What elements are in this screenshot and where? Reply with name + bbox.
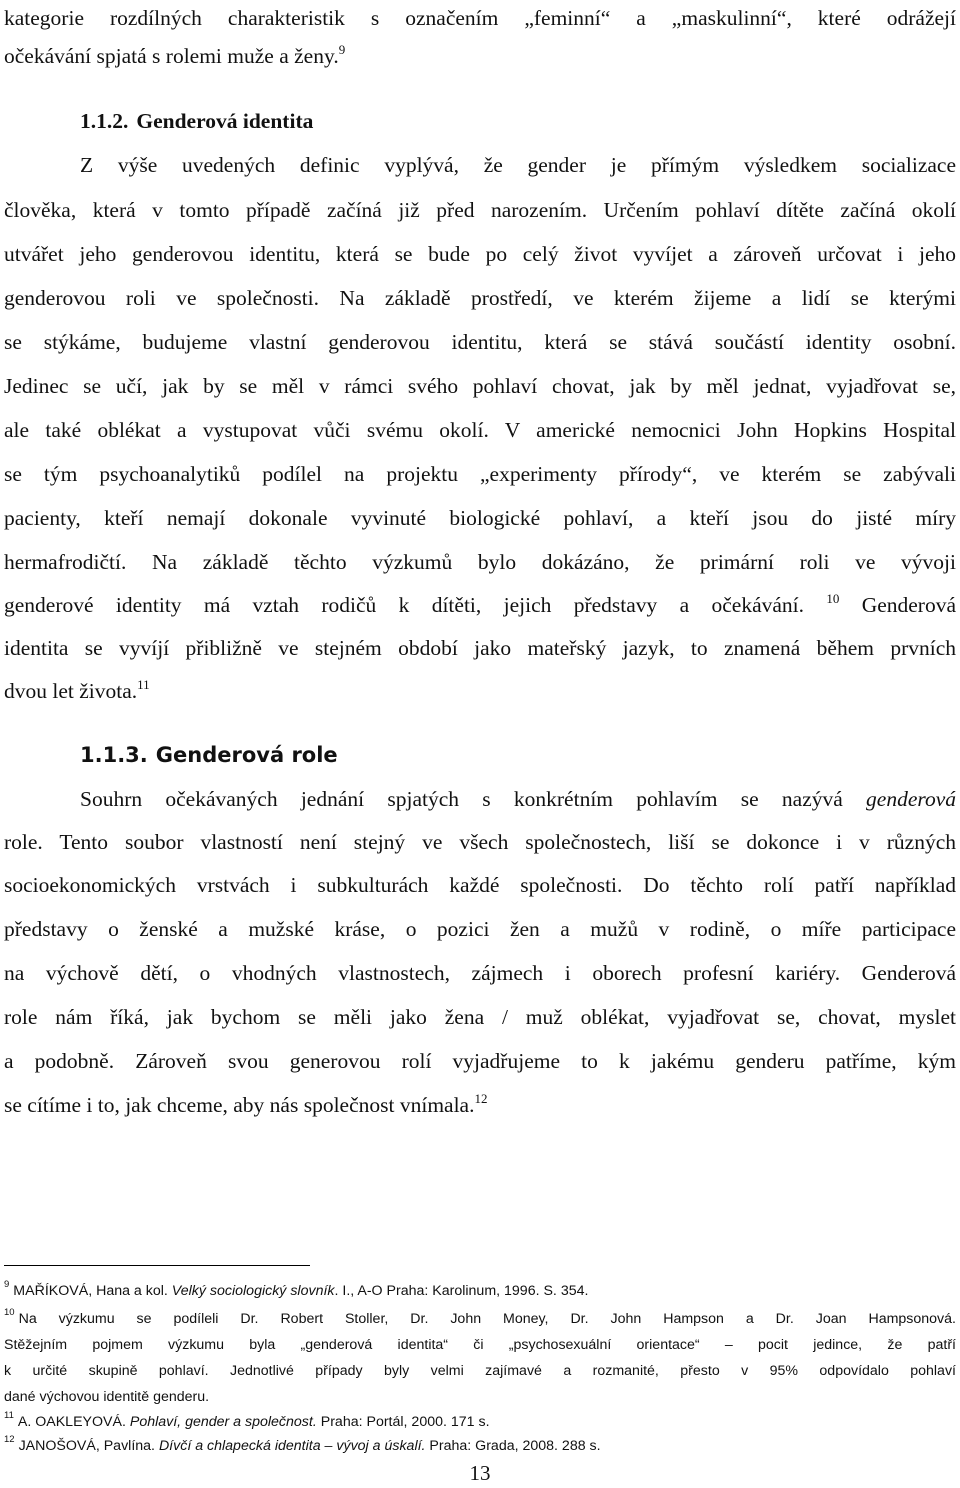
document-page [4,0,956,1487]
body-line: role nám říká, jak bychom se měli jako žena / muž oblékat, vyjadřovat se, chovat, myslet [4,1005,956,1029]
body-line: a podobně. Zároveň svou generovou rolí vyjadřujeme to k jakému genderu patříme, kým [4,1049,956,1073]
body-line: socioekonomických vrstvách i subkulturách každé společnosti. Do těchto rolí patří například [4,873,956,897]
body-line [4,671,956,711]
body-line [4,36,956,76]
body-line: se stýkáme, budujeme vlastní genderovou identitu, která se stává součástí identity osobní. [4,330,956,354]
section-number: 1.1.2. [80,109,129,133]
footnote-number: 9 [4,1279,10,1290]
section-title: Genderová identita [136,109,314,133]
section-heading-identity [80,101,313,141]
footnote-separator [4,1265,310,1266]
body-line: hermafrodičtí. Na základě těchto výzkumů bylo dokázáno, že primární roli ve vývoji [4,550,956,574]
footnote-10-cont: Stěžejním pojmem výzkumu byla „genderová identita“ či „psychosexuální orientace“ – pocit jedince, že patří [4,1337,956,1353]
body-line: na výchově dětí, o vhodných vlastnostech, zájmech i oborech profesní kariéry. Genderová [4,961,956,985]
footnote-11: $^{11}$ A. OAKLEYOVÁ. Pohlaví, gender a společnost. Praha: Portál, 2000. 171 s. [4,1410,490,1430]
body-line: utvářet jeho genderovou identitu, která se bude po celý život vyvíjet a zároveň určovat i jeho [4,242,956,266]
body-line: Z výše uvedených definic vyplývá, že gender je přímým výsledkem socializace [80,153,956,177]
body-line: představy o ženské a mužské krásе, o pozici žen a mužů v rodině, o míře participace [4,917,956,941]
body-text: dvou let života. [4,679,138,703]
body-text: genderové identity má vztah rodičů k dítěti, jejich představy a očekávání. [4,593,804,617]
footnote-ref-10[interactable]: 10 [826,591,840,606]
footnote-9: $^9$ MAŘÍKOVÁ, Hana a kol. Velký sociologický slovník. I., A-O Praha: Karolinum, 1996. S. 354. [4,1279,589,1299]
footnote-book-title: Velký sociologický slovník [171,1283,335,1299]
body-line [4,779,956,819]
footnote-10: $^{10}$ Na výzkumu se podíleli Dr. Robert Stoller, Dr. John Money, Dr. John Hampson a Dr. Joan Hampsonová. [4,1307,956,1327]
footnote-book-title: Dívčí a chlapecká identita – vývoj a úskalí. [158,1438,426,1454]
section-heading-role [80,735,338,775]
footnote-10-cont: dané výchovou identitě genderu. [4,1389,210,1405]
body-line: kategorie rozdílných charakteristik s označením „feminní“ a „maskulinní“, které odrážejí [4,6,956,30]
body-line: se tým psychoanalytiků podílel na projektu „experimenty přírody“, ve kterém se zabývali [4,462,956,486]
body-line [4,585,956,625]
section-title: Genderová role [155,743,338,767]
body-line: identita se vyvíjí přibližně ve stejném období jako mateřský jazyk, to znamená během prvních [4,636,956,660]
body-text: Souhrn očekávaných jednání spjatých s konkrétním pohlavím se nazývá [80,787,843,811]
body-line: pacienty, kteří nemají dokonale vyvinuté biologické pohlaví, a kteří jsou do jisté míry [4,506,956,530]
body-line [4,1085,956,1125]
defined-term: genderová [866,787,956,811]
footnote-ref-9[interactable]: 9 [338,42,346,57]
footnote-number: 12 [4,1434,15,1445]
body-line: genderovou roli ve společnosti. Na základě prostředí, ve kterém žijeme a lidí se kterými [4,286,956,310]
body-line: Jedinec se učí, jak by se měl v rámci svého pohlaví chovat, jak by měl jednat, vyjadřovat se, [4,374,956,398]
body-text: se cítíme i to, jak chceme, aby nás společnost vnímala. [4,1093,475,1117]
footnote-12: $^{12}$ JANOŠOVÁ, Pavlína. Dívčí a chlapecká identita – vývoj a úskalí. Praha: Grada, 2008. 288 s. [4,1434,601,1454]
footnote-ref-12[interactable]: 12 [474,1091,488,1106]
footnote-book-title: Pohlaví, gender a společnost. [129,1414,317,1430]
body-text-with-ref: $^{10}$ Genderová [826,591,957,617]
body-line: ale také oblékat a vystupovat vůči svému okolí. V americké nemocnici John Hopkins Hospital [4,418,956,442]
footnote-ref-11[interactable]: 11 [137,677,150,692]
footnote-10-cont: k určité skupině pohlaví. Jednotlivé případy byly velmi zajímavé a rozmanité, přesto v 95% odpovídalo pohlaví [4,1363,956,1379]
body-text: očekávání spjatá s rolemi muže a ženy. [4,44,339,68]
footnote-number: 11 [4,1410,14,1421]
body-line: člověka, která v tomto případě začíná již před narozením. Určením pohlaví dítěte začíná okolí [4,198,956,222]
page-number: 13 [469,1461,491,1485]
section-number: 1.1.3. [80,743,148,767]
footnote-number: 10 [4,1307,15,1318]
body-line: role. Tento soubor vlastností není stejný ve všech společnostech, liší se dokonce i v různých [4,830,956,854]
